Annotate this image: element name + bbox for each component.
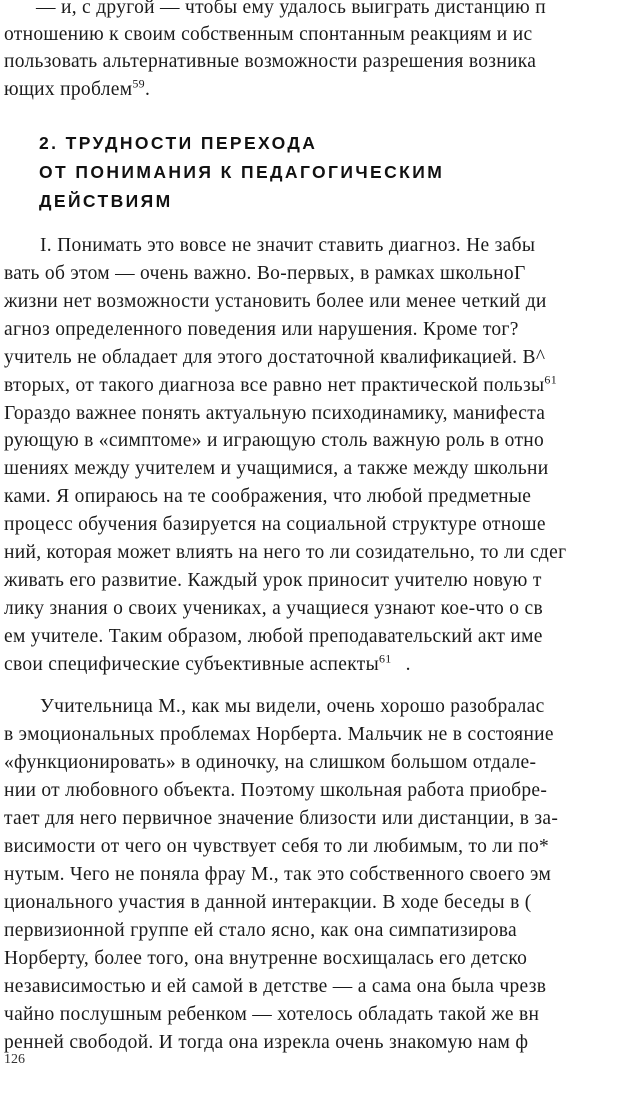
text-line: ний, которая может влиять на него то ли созидательно, то ли сдег	[4, 542, 567, 563]
text-line: в эмоциональных проблемах Норберта. Мальчик не в состояние	[4, 724, 554, 745]
text-line: независимостью и ей самой в детстве — а сама она была чрезв	[4, 976, 547, 997]
text-line: ционального участия в данной интеракции. В ходе беседы в (	[4, 892, 532, 913]
page-number: 126	[4, 1052, 25, 1067]
heading-line: ОТ ПОНИМАНИЯ К ПЕДАГОГИЧЕСКИМ	[39, 162, 445, 182]
text-line	[4, 652, 411, 678]
text-line: рующую в «симптоме» и играющую столь важную роль в отно	[4, 430, 545, 451]
text-line: шениях между учителем и учащимися, а также между школьни	[4, 458, 549, 479]
text-line: висимости от чего он чувствует себя то ли любимым, то ли по*	[4, 836, 550, 857]
text-line: лику знания о своих учениках, а учащиеся узнают кое-что о св	[4, 598, 543, 619]
text-line: Учительница М., как мы видели, очень хорошо разобралас	[40, 696, 545, 717]
text-line: жизни нет возможности установить более или менее четкий ди	[4, 291, 547, 312]
text-line: — и, с другой — чтобы ему удалось выиграть дистанцию п	[36, 0, 546, 18]
text-line: учитель не обладает для этого достаточной квалификацией. В^	[4, 347, 546, 368]
text-line: отношению к своим собственным спонтанным реакциям и ис	[4, 24, 533, 45]
text-line: пользовать альтернативные возможности разрешения возника	[4, 51, 537, 72]
heading-line: 2. ТРУДНОСТИ ПЕРЕХОДА	[39, 133, 318, 153]
text-line: вать об этом — очень важно. Во-первых, в рамках школьноГ	[4, 263, 526, 284]
text-fragment: ющих проблем	[4, 79, 133, 100]
text-line: I. Понимать это вовсе не значит ставить диагноз. Не забы	[40, 235, 536, 256]
text-line: Гораздо важнее понять актуальную психодинамику, манифеста	[4, 403, 546, 424]
text-line	[4, 77, 150, 103]
footnote-ref: 61	[378, 651, 392, 666]
text-line: Норберту, более того, она внутренне восхищалась его детско	[4, 948, 528, 969]
text-fragment: свои специфические субъективные аспекты	[4, 654, 379, 675]
text-line: ками. Я опираюсь на те соображения, что любой предметные	[4, 486, 532, 507]
text-fragment: .	[144, 79, 151, 100]
text-line: живать его развитие. Каждый урок приносит учителю новую т	[4, 570, 542, 591]
text-line: «функционировать» в одиночку, на слишком большом отдале-	[4, 752, 537, 773]
text-line: нутым. Чего не поняла фрау М., так это собственного своего эм	[4, 864, 552, 885]
heading-line: ДЕЙСТВИЯМ	[39, 191, 173, 211]
text-line: ренней свободой. И тогда она изрекла очень знакомую нам ф	[4, 1032, 529, 1053]
text-line: нии от любовного объекта. Поэтому школьная работа приобре-	[4, 780, 548, 801]
text-line	[4, 373, 557, 399]
footnote-ref: 59	[132, 76, 145, 91]
text-line: агноз определенного поведения или нарушения. Кроме тог?	[4, 319, 519, 340]
text-line: первизионной группе ей стало ясно, как она симпатизирова	[4, 920, 517, 941]
text-line: процесс обучения базируется на социальной структуре отноше	[4, 514, 546, 535]
text-line: ем учителе. Таким образом, любой преподавательский акт име	[4, 626, 543, 647]
footnote-ref: 61	[544, 372, 557, 387]
text-fragment: .	[405, 654, 411, 675]
text-line: чайно послушным ребенком — хотелось обладать такой же вн	[4, 1004, 540, 1025]
text-fragment: вторых, от такого диагноза все равно нет практической пользы	[4, 375, 545, 396]
text-line: тает для него первичное значение близости или дистанции, в за-	[4, 808, 559, 829]
